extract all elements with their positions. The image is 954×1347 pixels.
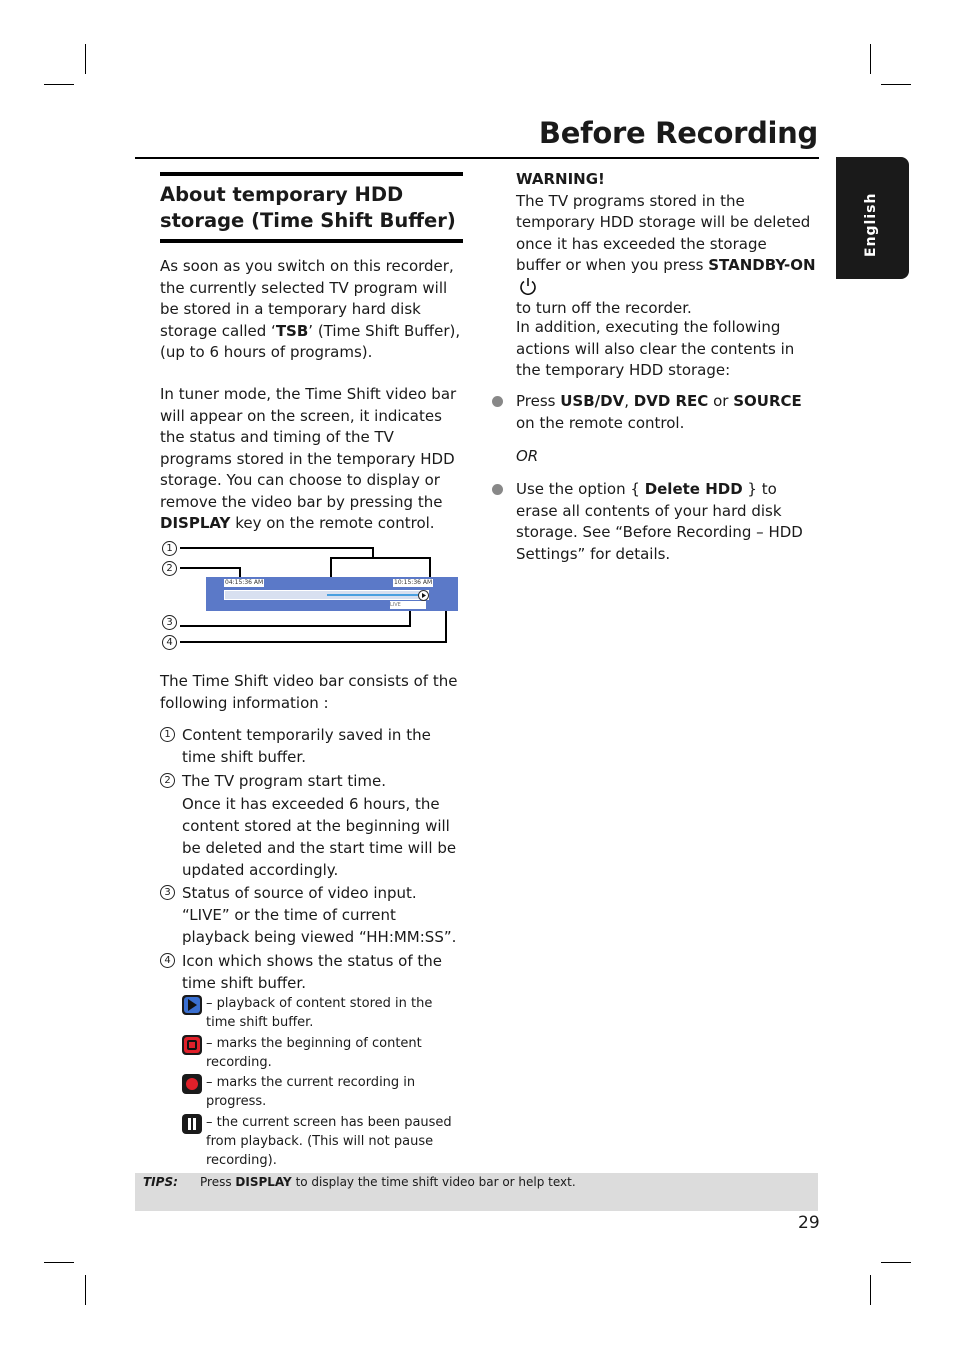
legend-text-2: The TV program start time. — [182, 772, 387, 790]
bullet-item-1 — [516, 391, 816, 434]
heading-rule-top — [160, 172, 463, 176]
status-row-pause — [182, 1113, 462, 1170]
section-heading — [160, 172, 463, 243]
bullet1-mid: or — [708, 392, 734, 410]
warning-text: The TV programs stored in the temporary HDD storage will be deleted once it has exceeded the storage buffer or when you press — [516, 191, 811, 274]
callout-3: 3 — [162, 615, 177, 630]
bullet2-pre: Use the option { — [516, 480, 645, 498]
bar-play-icon — [418, 590, 429, 601]
tips-post: to display the time shift video bar or help text. — [291, 1175, 576, 1189]
addition-paragraph — [516, 317, 816, 382]
power-icon — [519, 277, 537, 295]
leader-1-left — [330, 557, 332, 577]
recording-icon — [182, 1074, 202, 1094]
legend-num-4: 4 — [160, 953, 175, 968]
status-text-recording: – marks the current recording in progress. — [206, 1075, 416, 1109]
bullet-item-2 — [516, 479, 816, 565]
standby-key: STANDBY-ON — [708, 256, 816, 274]
leader-3 — [180, 625, 410, 627]
delete-hdd-option: Delete HDD — [644, 480, 743, 498]
consists-intro — [160, 671, 465, 714]
warning-text-end: to turn off the recorder. — [516, 299, 692, 317]
callout-4: 4 — [162, 635, 177, 650]
callout-1: 1 — [162, 541, 177, 556]
language-tab-label: English — [863, 192, 879, 257]
record-start-icon — [182, 1035, 202, 1055]
buffer-track — [224, 590, 429, 600]
status-row-record-start — [182, 1034, 462, 1072]
legend-item-3 — [160, 882, 465, 948]
tsb-term: TSB — [275, 321, 309, 340]
leader-4 — [180, 641, 447, 643]
intro-text-end: ’ (Time Shift Buffer), (up to 6 hours of programs). — [160, 321, 461, 361]
status-text-pause: – the current screen has been paused from playback. (This will not pause recording). — [206, 1115, 452, 1168]
legend-text-4: Icon which shows the status of the time shift buffer. — [182, 952, 443, 992]
intro-text: As soon as you switch on this recorder, the currently selected TV program will be stored in a temporary hard disk storage called ‘ — [160, 257, 454, 340]
legend-item-1 — [160, 724, 465, 768]
consists-intro-text: The Time Shift video bar consists of the following information : — [160, 672, 458, 712]
play-icon — [182, 995, 202, 1015]
pause-icon — [182, 1114, 202, 1134]
warning-title: WARNING! — [516, 170, 605, 188]
bullet-dot-1 — [492, 396, 503, 407]
leader-1-right — [429, 557, 431, 577]
bullet2-post: } to erase all contents of your hard disk storage. See “Before Recording – HDD Settings” for details. — [516, 480, 803, 563]
bullet1-post: on the remote control. — [516, 413, 685, 432]
tips-pre: Press — [200, 1175, 236, 1189]
leader-3-rise — [409, 610, 411, 627]
bar-status: LIVE — [390, 601, 426, 609]
bar-start-time: 04:15:36 AM — [225, 579, 264, 586]
page-title: Before Recording — [538, 116, 818, 150]
legend-text-3: Status of source of video input. — [182, 884, 417, 902]
bullet1-sep: , — [624, 392, 634, 410]
leader-1-span — [330, 557, 431, 559]
tips-label: TIPS: — [143, 1175, 178, 1189]
usb-dv-key: USB/DV — [560, 392, 625, 410]
tips-box — [135, 1173, 818, 1211]
tips-display-key: DISPLAY — [235, 1175, 292, 1189]
status-text-record-start: – marks the beginning of content recording. — [206, 1036, 422, 1070]
leader-1 — [180, 547, 373, 549]
legend-text-1: Content temporarily saved in the time shift buffer. — [182, 726, 431, 766]
legend-item-4 — [160, 950, 465, 994]
legend-num-2: 2 — [160, 773, 175, 788]
callout-2: 2 — [162, 561, 177, 576]
legend-item-2 — [160, 770, 465, 881]
intro2-text-end: key on the remote control. — [230, 514, 435, 532]
dvd-rec-key: DVD REC — [633, 392, 709, 410]
legend-num-3: 3 — [160, 885, 175, 900]
status-text-play: – playback of content stored in the time shift buffer. — [206, 996, 433, 1030]
legend-extra-2: Once it has exceeded 6 hours, the content stored at the beginning will be deleted and the start time will be updated accordingly. — [182, 795, 457, 879]
legend-num-1: 1 — [160, 727, 175, 742]
legend-extra-3: “LIVE” or the time of current playback being viewed “HH:MM:SS”. — [182, 906, 457, 946]
status-row-recording — [182, 1073, 462, 1111]
bar-end-time: 10:15:36 AM — [394, 579, 433, 586]
warning-block — [516, 169, 816, 320]
intro2-text: In tuner mode, the Time Shift video bar will appear on the screen, it indicates the status and timing of the TV programs stored in the temporary HDD storage. You can choose to display or remove the video bar by pressing the — [160, 385, 457, 511]
display-key: DISPLAY — [160, 514, 231, 532]
status-row-play — [182, 994, 462, 1032]
language-tab — [836, 157, 909, 279]
buffer-fill — [327, 594, 429, 596]
addition-text: In addition, executing the following actions will also clear the contents in the temporary HDD storage: — [516, 318, 795, 379]
intro-paragraph-2 — [160, 384, 465, 535]
title-rule — [135, 157, 819, 159]
or-label: OR — [516, 447, 539, 465]
intro-paragraph-1 — [160, 256, 465, 364]
leader-2 — [180, 567, 241, 569]
heading-rule-bottom — [160, 239, 463, 243]
video-bar-panel — [206, 577, 458, 611]
page-number: 29 — [798, 1213, 820, 1233]
bullet1-pre: Press — [516, 392, 561, 410]
source-key: SOURCE — [733, 392, 802, 410]
section-heading-text: About temporary HDD storage (Time Shift Buffer) — [160, 183, 456, 232]
tips-text — [200, 1175, 576, 1189]
bullet-dot-2 — [492, 484, 503, 495]
